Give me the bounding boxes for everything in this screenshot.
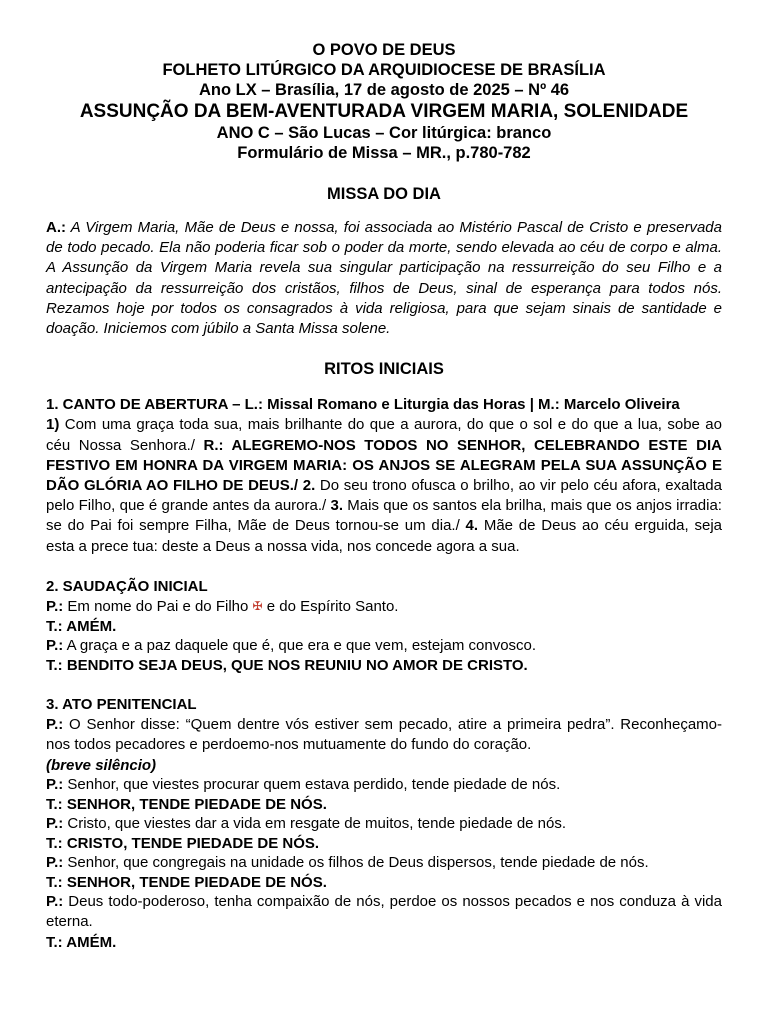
priest-label: P.: — [46, 598, 64, 616]
missal-reference: Formulário de Missa – MR., p.780-782 — [237, 144, 531, 162]
intro-label: A.: — [46, 219, 66, 236]
priest-text: Senhor, que viestes procurar quem estava perdido, tende piedade de nós. — [63, 776, 561, 794]
section-title-missa: MISSA DO DIA — [327, 185, 441, 203]
canto-abertura-block — [46, 395, 722, 557]
priest-label: P.: — [46, 776, 64, 794]
priest-line — [46, 636, 722, 656]
people-response: T.: AMÉM. — [46, 933, 117, 951]
people-response: T.: SENHOR, TENDE PIEDADE DE NÓS. — [46, 873, 327, 891]
verse-number-2: 2. — [298, 477, 316, 495]
priest-line — [46, 715, 722, 755]
cross-icon: ✠ — [252, 599, 263, 614]
section-title-ritos: RITOS INICIAIS — [324, 360, 444, 379]
people-response: T.: AMÉM. — [46, 617, 117, 635]
publication-subtitle: FOLHETO LITÚRGICO DA ARQUIDIOCESE DE BRASÍLIA — [162, 61, 606, 79]
verse-number-3: 3. — [326, 497, 343, 515]
ato-penitencial-block — [46, 695, 722, 952]
priest-text: Em nome do Pai e do Filho — [63, 598, 253, 616]
people-response: T.: CRISTO, TENDE PIEDADE DE NÓS. — [46, 834, 320, 852]
document-header — [46, 40, 722, 163]
liturgical-year: ANO C – São Lucas – Cor litúrgica: branco — [216, 124, 552, 142]
priest-line — [46, 814, 722, 834]
priest-label: P.: — [46, 854, 64, 872]
canto-title: 1. CANTO DE ABERTURA – L.: Missal Romano e Liturgia das Horas | M.: Marcelo Oliveira — [46, 396, 680, 414]
priest-text: Cristo, que viestes dar a vida em resgate de muitos, tende piedade de nós. — [63, 815, 567, 833]
priest-text: Senhor, que congregais na unidade os filhos de Deus dispersos, tende piedade de nós. — [63, 854, 649, 872]
verse-3: Mais que os santos ela brilha, mais que os anjos irradia: se do Pai foi sempre Filha, Mãe de Deus tornou-se um dia./ — [46, 497, 722, 535]
priest-text: O Senhor disse: “Quem dentre vós estiver sem pecado, atire a primeira pedra”. Reconheçamo-nos todos pecadores e perdoemo-nos mutuamente do fundo do coração. — [46, 716, 722, 754]
priest-text: Deus todo-poderoso, tenha compaixão de nós, perdoe os nossos pecados e nos conduza à vida eterna. — [46, 893, 722, 931]
people-response: T.: BENDITO SEJA DEUS, QUE NOS REUNIU NO AMOR DE CRISTO. — [46, 656, 528, 674]
priest-line — [46, 892, 722, 932]
publication-title: O POVO DE DEUS — [312, 41, 456, 59]
refrain: R.: ALEGREMO-NOS TODOS NO SENHOR, CELEBRANDO ESTE DIA FESTIVO EM HONRA DA VIRGEM MARIA: OS ANJOS SE ALEGRAM PELA SUA ASSUNÇÃO E DÃO GLÓRIA AO FILHO DE DEUS./ — [46, 436, 722, 495]
verse-4: Mãe de Deus ao céu erguida, seja esta a prece tua: deste a Deus a nossa vida, nos concede agora a sua. — [46, 517, 722, 555]
priest-label: P.: — [46, 637, 64, 655]
priest-label: P.: — [46, 893, 64, 911]
verse-2: Do seu trono ofusca o brilho, ao vir pelo céu afora, exaltada pelo Filho, que é grande antes da aurora./ — [46, 477, 722, 515]
verse-1: Com uma graça toda sua, mais brilhante do que a aurora, do que o sol e do que a lua, sobe ao céu Nossa Senhora./ — [46, 416, 722, 454]
priest-line — [46, 775, 722, 795]
saudacao-title: 2. SAUDAÇÃO INICIAL — [46, 577, 208, 595]
verse-number-1: 1) — [46, 416, 60, 434]
intro-text: A Virgem Maria, Mãe de Deus e nossa, foi associada ao Mistério Pascal de Cristo e preservada de todo pecado. Ela não poderia ficar sob o poder da morte, sendo elevada ao céu de corpo e alma. A Assunção da Virgem Maria revela sua singular participação na ressurreição do seu Filho e a antecipação da ressurreição dos cristãos, filhos de Deus, sinal de esperança para todos nós. Rezamos hoje por todos os consagrados à vida religiosa, para que sejam sinais de santidade e doação. Iniciemos com júbilo a Santa Missa solene. — [46, 219, 722, 338]
rubric-silence: (breve silêncio) — [46, 756, 157, 774]
verse-number-4: 4. — [459, 517, 479, 535]
feast-title: ASSUNÇÃO DA BEM-AVENTURADA VIRGEM MARIA, SOLENIDADE — [79, 101, 689, 122]
saudacao-block — [46, 577, 722, 675]
penitencial-title: 3. ATO PENITENCIAL — [46, 696, 197, 714]
priest-label: P.: — [46, 815, 64, 833]
priest-line — [46, 853, 722, 873]
priest-text: A graça e a paz daquele que é, que era e que vem, estejam convosco. — [63, 637, 537, 655]
priest-line — [46, 597, 722, 617]
priest-label: P.: — [46, 716, 64, 734]
people-response: T.: SENHOR, TENDE PIEDADE DE NÓS. — [46, 795, 327, 813]
canto-text — [46, 415, 722, 556]
priest-text-end: e do Espírito Santo. — [262, 598, 399, 616]
issue-info: Ano LX – Brasília, 17 de agosto de 2025 – Nº 46 — [198, 81, 570, 99]
intro-paragraph — [46, 218, 722, 339]
